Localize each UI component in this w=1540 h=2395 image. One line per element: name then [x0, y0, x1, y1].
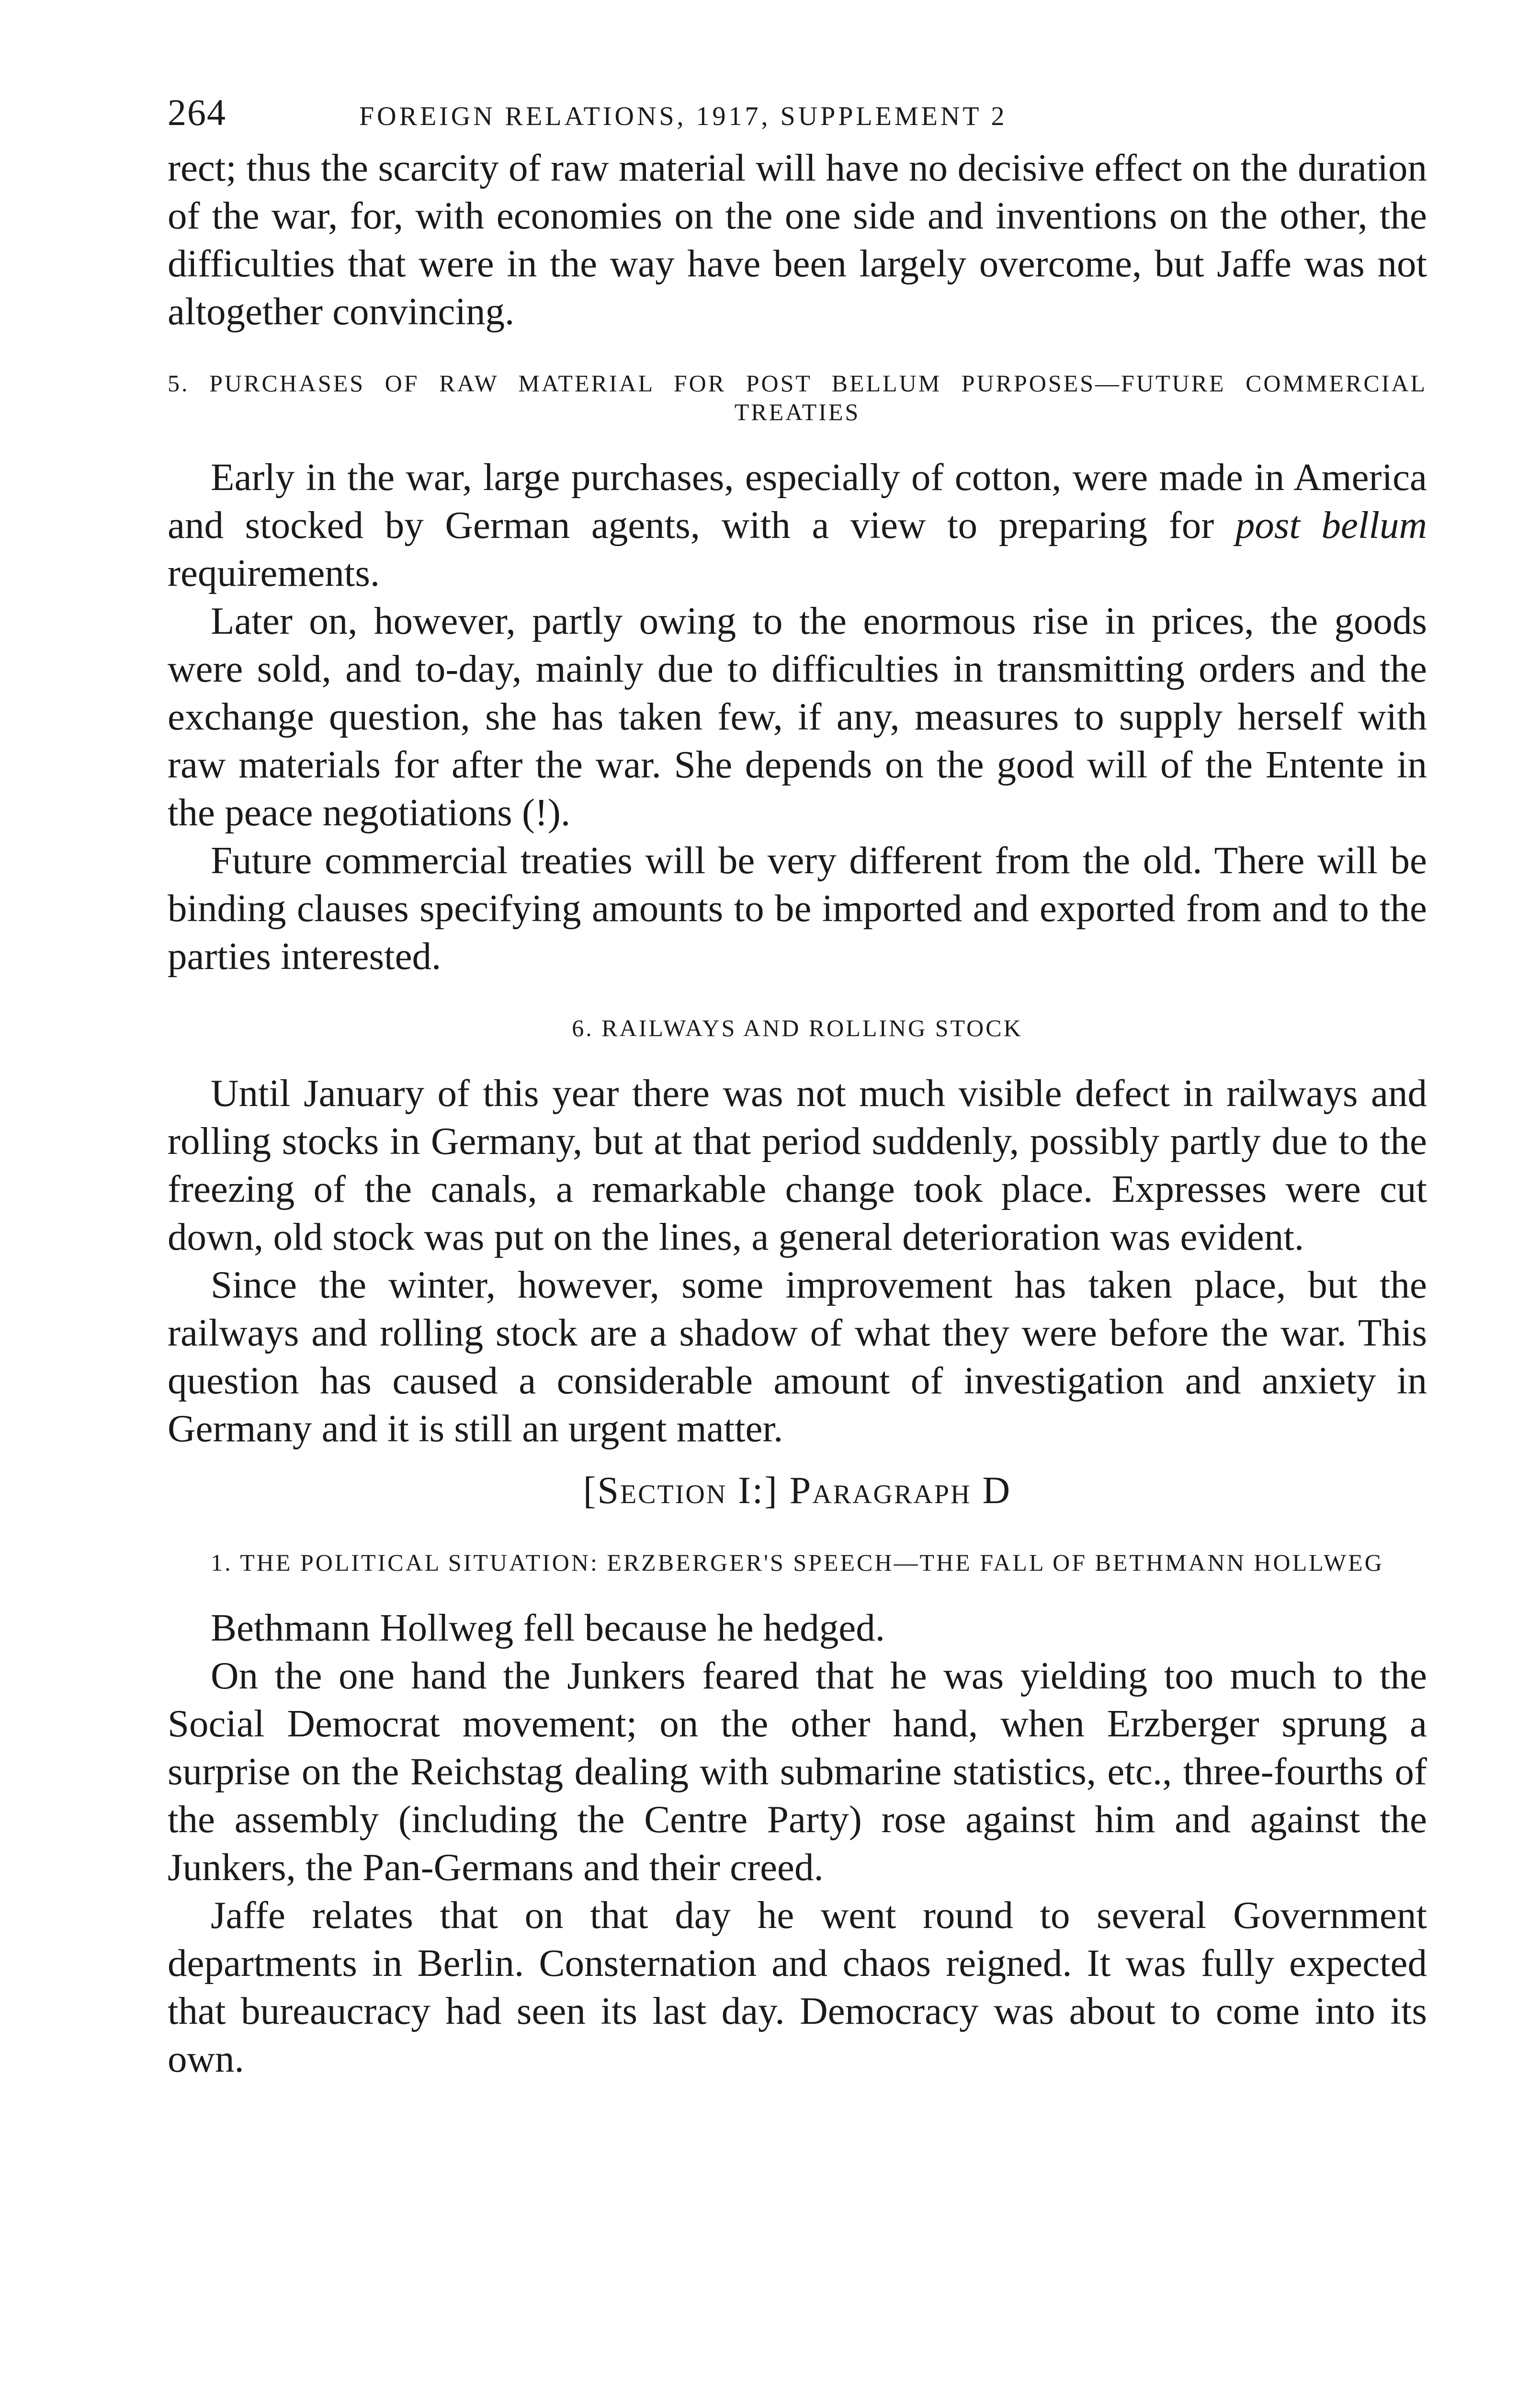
- paragraph-continued: rect; thus the scarcity of raw material will have no decisive effect on the duration of the war, for, with economies on the one side and inventions on the other, the difficulties that were in the way have been largely overcome, but Jaffe was not altogether convincing.: [168, 146, 1427, 333]
- section-heading-1: 1. THE POLITICAL SITUATION: ERZBERGER'S SPEECH—THE FALL OF BETHMANN HOLLWEG: [211, 1549, 1384, 1576]
- paragraph-5-3: Future commercial treaties will be very different from the old. There will be binding clauses specifying amounts to be imported and exported from and to the parties interested.: [168, 839, 1427, 978]
- section-heading-5: 5. PURCHASES OF RAW MATERIAL FOR POST BELLUM PURPOSES—FUTURE COMMERCIAL TREATIES: [168, 370, 1427, 425]
- paragraph-6-1: Until January of this year there was not much visible defect in railways and rolling stocks in Germany, but at that period suddenly, possibly partly due to the freezing of the canals, a remarkable change took place. Expresses were cut down, old stock was put on the lines, a general deterioration was evident.: [168, 1072, 1427, 1258]
- paragraph-d-heading: [Section I:] Paragraph D: [583, 1470, 1012, 1512]
- paragraph-6-2: Since the winter, however, some improvement has taken place, but the railways and rolling stock are a shadow of what they were before the war. This question has caused a considerable amount of investigation and anxiety in Germany and it is still an urgent matter.: [168, 1263, 1427, 1450]
- page-number: 264: [168, 91, 226, 133]
- running-head: [168, 91, 1427, 144]
- paragraph-5-1-italic: post bellum: [1235, 503, 1427, 547]
- running-title: FOREIGN RELATIONS, 1917, SUPPLEMENT 2: [359, 102, 1008, 131]
- paragraph-5-1-text-b: requirements.: [168, 551, 380, 594]
- paragraph-d-3: Jaffe relates that on that day he went round to several Government departments in Berlin. Consternation and chaos reigned. It was fully expected that bureaucracy had seen its last day. Democracy was about to come into its own.: [168, 1893, 1427, 2080]
- section-heading-6: 6. RAILWAYS AND ROLLING STOCK: [572, 1015, 1023, 1041]
- page-content: [168, 91, 1427, 2083]
- paragraph-d-1: Bethmann Hollweg fell because he hedged.: [211, 1606, 885, 1649]
- paragraph-d-2: On the one hand the Junkers feared that he was yielding too much to the Social Democrat movement; on the other hand, when Erzberger sprung a surprise on the Reichstag dealing with submarine statistics, etc., three-fourths of the assembly (including the Centre Party) rose against him and against the Junkers, the Pan-Germans and their creed.: [168, 1654, 1427, 1889]
- paragraph-5-2: Later on, however, partly owing to the enormous rise in prices, the goods were sold, and to-day, mainly due to difficulties in transmitting orders and the exchange question, she has taken few, if any, measures to supply herself with raw materials for after the war. She depends on the good will of the Entente in the peace negotiations (!).: [168, 599, 1427, 834]
- paragraph-5-1: [168, 453, 1427, 597]
- paragraph-5-1-text-a: Early in the war, large purchases, especially of cotton, were made in America and stocked by German agents, with a view to preparing for: [168, 456, 1427, 547]
